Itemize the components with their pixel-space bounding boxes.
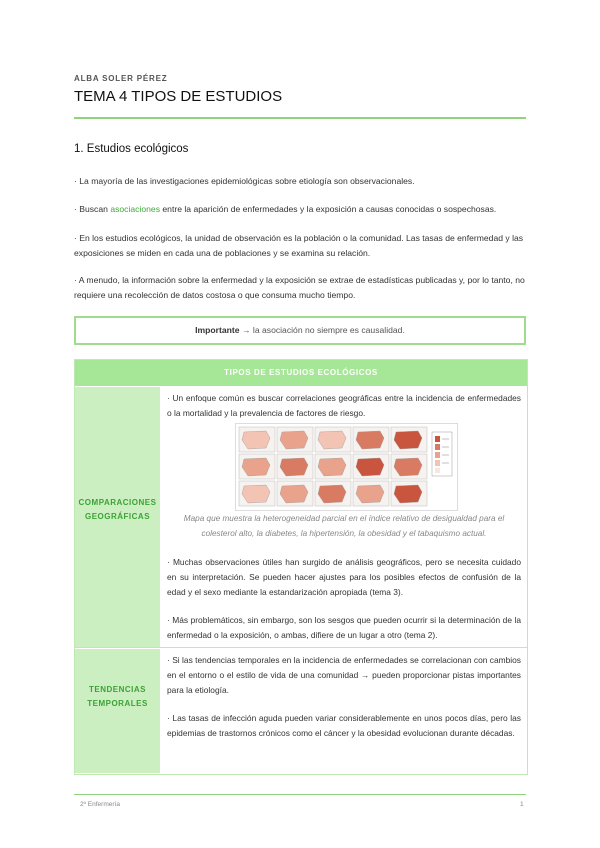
paragraph-2 [74, 202, 526, 217]
paragraph-1: · La mayoría de las investigaciones epidemiológicas sobre etiología son observacionales. [74, 176, 415, 186]
temporal-text-2: · Las tasas de infección aguda pueden variar considerablemente en unos pocos días, pero las epidemias de trastornos crónicos como el cáncer y la obesidad evolucionan durante décadas. [167, 713, 521, 738]
paragraph-4: · A menudo, la información sobre la enfermedad y la exposición se extrae de estadísticas publicadas y, por lo tanto, no requiere una recolección de datos costosa o que consuma mucho tiempo. [74, 275, 525, 300]
table-header: TIPOS DE ESTUDIOS ECOLÓGICOS [75, 360, 527, 386]
row-label-geographic-line1: COMPARACIONES [78, 498, 157, 507]
row-label-temporal [75, 649, 160, 773]
page-title: TEMA 4 TIPOS DE ESTUDIOS [74, 88, 283, 105]
row-label-temporal-line1: TENDENCIAS [88, 685, 146, 694]
paragraph-3: · En los estudios ecológicos, la unidad de observación es la población o la comunidad. Las tasas de enfermedad y las exposiciones se miden en cada una de poblaciones y se examina su relación. [74, 233, 524, 258]
footer-divider [74, 794, 526, 795]
paragraph-2-post: entre la aparición de enfermedades y la exposición a causas conocidas o sospechosas. [160, 204, 497, 214]
spain-maps-figure [235, 423, 458, 511]
row-label-geographic-line2: GEOGRÁFICAS [84, 512, 151, 521]
title-divider [74, 117, 526, 119]
maps-grid [236, 424, 457, 510]
map-legend [432, 432, 452, 476]
map-row-2 [239, 454, 427, 479]
row-divider [75, 647, 527, 648]
geographic-text-1: · Un enfoque común es buscar correlaciones geográficas entre la incidencia de enfermedades o la mortalidad y la prevalencia de factores de riesgo. [167, 393, 521, 418]
footer-course: 2º Enfermería [80, 801, 120, 808]
highlight-asociaciones: asociaciones [110, 204, 160, 214]
row-label-geographic [75, 387, 160, 647]
geographic-text-3: · Más problemáticos, sin embargo, son los sesgos que pueden ocurrir si la determinación de la enfermedad o la exposición, o ambas, difiere de un lugar a otro (tema 2). [167, 615, 521, 640]
row-label-temporal-line2: TEMPORALES [87, 699, 148, 708]
geographic-text-2: · Muchas observaciones útiles han surgido de análisis geográficos, pero se necesita cuidado en su interpretación. Se pueden hacer ajustes para los posibles efectos de confusión de la edad y el sexo mediante la estandarización apropiada (tema 3). [167, 557, 521, 597]
map-row-3 [239, 481, 427, 506]
important-callout [74, 316, 526, 345]
callout-arrow: → [239, 325, 253, 335]
callout-text: la asociación no siempre es causalidad. [252, 325, 405, 335]
map-row-1 [239, 427, 427, 452]
paragraph-2-pre: · Buscan [74, 204, 111, 214]
section-title: 1. Estudios ecológicos [74, 143, 189, 155]
temporal-text-1: · Si las tendencias temporales en la incidencia de enfermedades se correlacionan con cambios en el entorno o el estilo de vida de una comunidad → pueden proporcionar pistas importantes para la etiología. [167, 655, 521, 695]
callout-label: Importante [195, 325, 240, 335]
ecological-studies-table [74, 359, 528, 775]
map-caption: Mapa que muestra la heterogeneidad parcial en el índice relativo de desigualdad para el colesterol alto, la diabetes, la hipertensión, la obesidad y el tabaquismo actual. [183, 514, 505, 538]
page-number: 1 [520, 801, 524, 808]
author-name: ALBA SOLER PÉREZ [74, 74, 168, 83]
